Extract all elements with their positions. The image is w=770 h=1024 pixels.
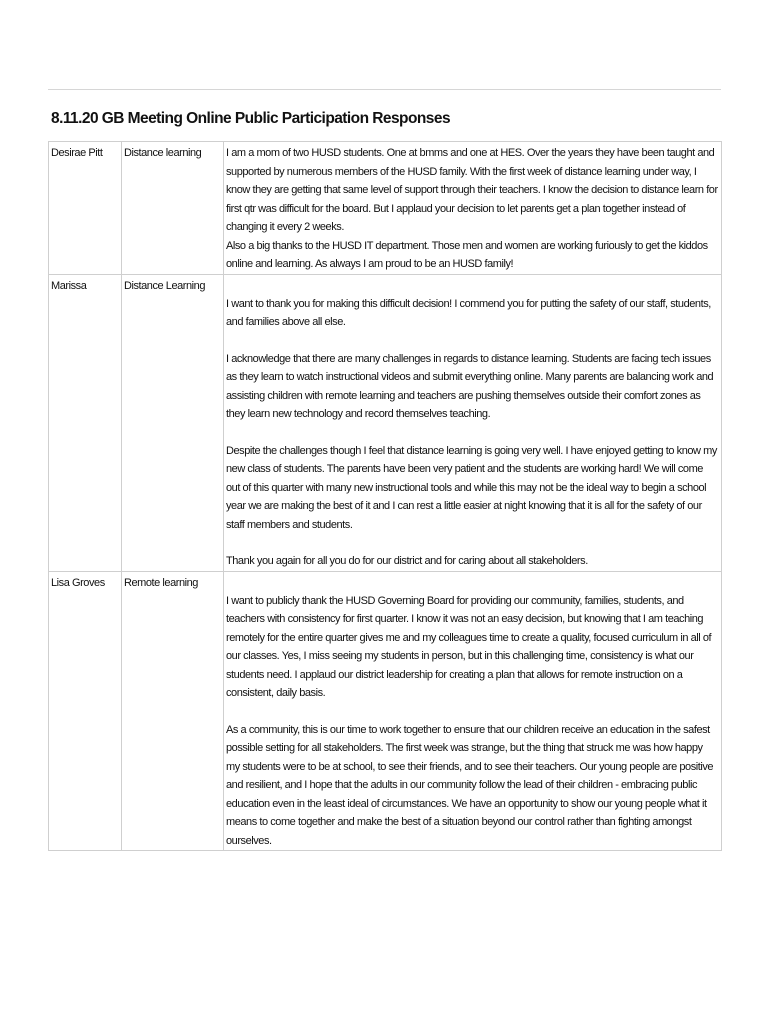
response-paragraph: I am a mom of two HUSD students. One at bmms and one at HES. Over the years they have been taught and supported by numerous members of the HUSD family. With the first week of distance learning under way, I know they are getting that same level of support through their teachers. I know the decision to distance learn for first qtr was difficult for the board. But I applaud your decision to let parents get a plan together instead of changing it every 2 weeks. bbox=[226, 147, 718, 233]
response-paragraph: As a community, this is our time to work together to ensure that our children receive an education in the safest possible setting for all stakeholders. The first week was strange, but the thing that struck me was how happy my students were to be at school, to see their friends, and to see their teachers. Our young people are positive and resilient, and I hope that the adults in our community follow the lead of their children - embracing public education even in the least ideal of circumstances. We have an opportunity to show our young people what it means to come together and make the best of a situation beyond our control rather than fighting amongst ourselves. bbox=[226, 723, 714, 847]
top-divider bbox=[48, 89, 721, 90]
response-paragraph: I want to publicly thank the HUSD Governing Board for providing our community, families, students, and teachers with consistency for first quarter. I know it was not an easy decision, but knowing that I am teaching remotely for the entire quarter gives me and my colleagues time to create a quality, focused curriculum in all of our classes. Yes, I miss seeing my students in person, but in this challenging time, consistency is what our students need. I applaud our district leadership for creating a plan that allows for remote instruction on a consistent, daily basis. bbox=[226, 594, 712, 699]
table-row bbox=[49, 274, 722, 571]
response-paragraph: Thank you again for all you do for our district and for caring about all stakeholders. bbox=[226, 555, 588, 567]
response-paragraph: I want to thank you for making this difficult decision! I commend you for putting the safety of our staff, students, and families above all else. bbox=[226, 297, 711, 328]
respondent-name: Lisa Groves bbox=[49, 571, 122, 851]
leading-blank-line bbox=[226, 277, 718, 295]
document-sheet bbox=[48, 89, 721, 851]
response-text bbox=[224, 274, 722, 571]
response-text bbox=[224, 142, 722, 275]
response-paragraph: Despite the challenges though I feel that distance learning is going very well. I have enjoyed getting to know my new class of students. The parents have been very patient and the students are working hard! We will come out of this quarter with many new instructional tools and while this may not be the ideal way to begin a school year we are making the best of it and I can rest a little easier at night knowing that it is all for the safety of our staff members and students. bbox=[226, 444, 717, 531]
table-row bbox=[49, 142, 722, 275]
respondent-name: Desirae Pitt bbox=[49, 142, 122, 275]
response-text bbox=[224, 571, 722, 851]
title-spacer bbox=[48, 129, 721, 141]
responses-table bbox=[48, 141, 722, 851]
response-paragraph: I acknowledge that there are many challenges in regards to distance learning. Students are facing tech issues as they learn to watch instructional videos and submit everything online. Many parents are balancing work and assisting children with remote learning and teachers are pushing themselves outside their comfort zones as they learn new technology and record themselves teaching. bbox=[226, 352, 714, 420]
response-topic: Remote learning bbox=[122, 571, 224, 851]
document-title: 8.11.20 GB Meeting Online Public Participation Responses bbox=[51, 110, 451, 127]
table-row bbox=[49, 571, 722, 851]
respondent-name: Marissa bbox=[49, 274, 122, 571]
response-topic: Distance learning bbox=[122, 142, 224, 275]
response-paragraph: Also a big thanks to the HUSD IT department. Those men and women are working furiously to get the kiddos online and learning. As always I am proud to be an HUSD family! bbox=[226, 239, 708, 270]
response-topic: Distance Learning bbox=[122, 274, 224, 571]
leading-blank-line bbox=[226, 574, 718, 592]
